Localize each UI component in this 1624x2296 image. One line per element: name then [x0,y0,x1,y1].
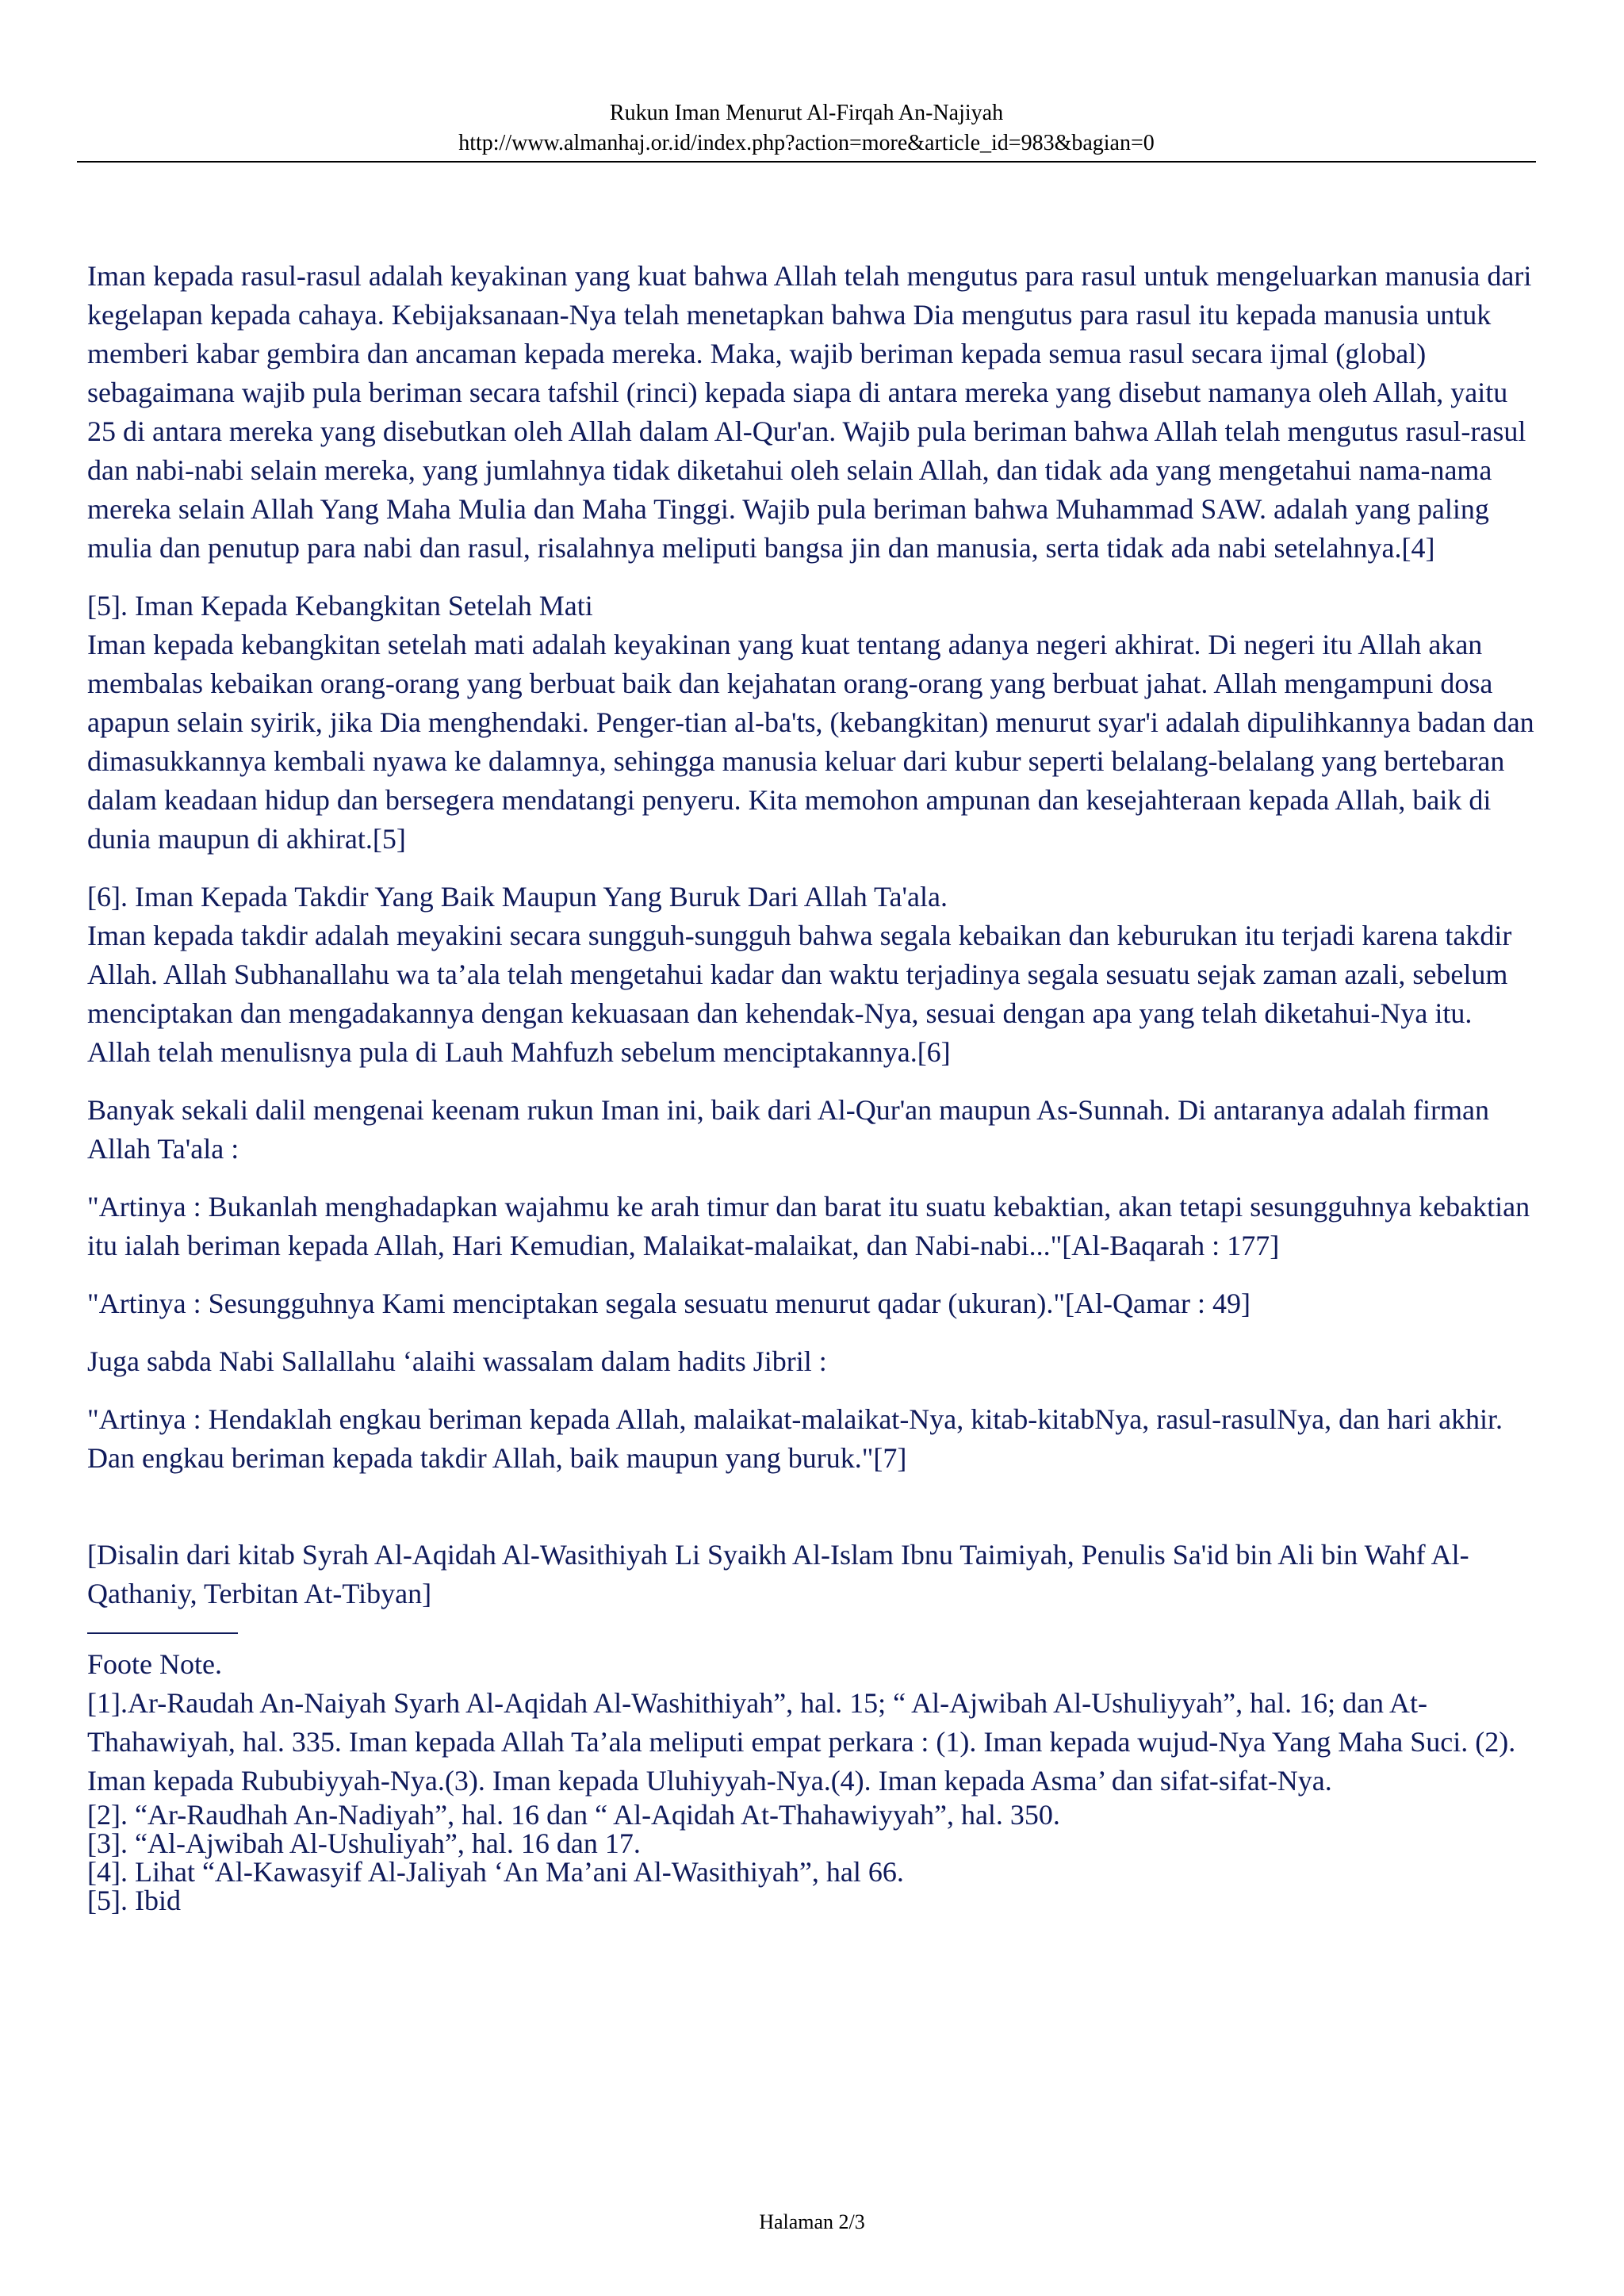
footnote-item-1: [1].Ar-Raudah An-Naiyah Syarh Al-Aqidah Al-Washithiyah”, hal. 15; “ Al-Ajwibah Al-Ushuliyyah”, hal. 16; dan At-Thahawiyah, hal. 335. Iman kepada Allah Ta’ala meliputi empat perkara : (1). Iman kepada wujud-Nya Yang Maha Suci. (2). Iman kepada Rububiyyah-Nya.(3). Iman kepada Uluhiyyah-Nya.(4). Iman kepada Asma’ dan sifat-sifat-Nya. [87,1687,1516,1797]
paragraph-rasul: Iman kepada rasul-rasul adalah keyakinan yang kuat bahwa Allah telah mengutus para rasul untuk mengeluarkan manusia dari kegelapan kepada cahaya. Kebijaksanaan-Nya telah menetapkan bahwa Dia mengutus para rasul itu kepada manusia untuk memberi kabar gembira dan ancaman kepada mereka. Maka, wajib beriman kepada semua rasul secara ijmal (global) sebagaimana wajib pula beriman secara tafshil (rinci) kepada siapa di antara mereka yang disebut namanya oleh Allah, yaitu 25 di antara mereka yang disebutkan oleh Allah dalam Al-Qur'an. Wajib pula beriman bahwa Allah telah mengutus rasul-rasul dan nabi-nabi selain mereka, yang jumlahnya tidak diketahui oleh selain Allah, dan tidak ada yang mengetahui nama-nama mereka selain Allah Yang Maha Mulia dan Maha Tinggi. Wajib pula beriman bahwa Muhammad SAW. adalah yang paling mulia dan penutup para nabi dan rasul, risalahnya meliputi bangsa jin dan manusia, serta tidak ada nabi setelahnya.[4] [87,260,1532,564]
footnote-item-3: [3]. “Al-Ajwibah Al-Ushuliyah”, hal. 16 dan 17. [87,1827,641,1859]
paragraph-takdir: Iman kepada takdir adalah meyakini secara sungguh-sungguh bahwa segala kebaikan dan keburukan itu terjadi karena takdir Allah. Allah Subhanallahu wa ta’ala telah mengetahui kadar dan waktu terjadinya segala sesuatu sejak zaman azali, sebelum menciptakan dan mengadakannya dengan kekuasaan dan kehendak-Nya, sesuai dengan apa yang telah diketahui-Nya itu. Allah telah menulisnya pula di Lauh Mahfuzh sebelum menciptakannya.[6] [87,920,1512,1068]
footnotes [87,1645,1538,1915]
quote-al-qamar: "Artinya : Sesungguhnya Kami menciptakan segala sesuatu menurut qadar (ukuran)."[Al-Qamar : 49] [87,1288,1251,1319]
footnote-item-5: [5]. Ibid [87,1885,181,1916]
page-footer: Halaman 2/3 [759,2210,865,2233]
article-body [87,257,1538,1915]
header-url: http://www.almanhaj.or.id/index.php?action=more&article_id=983&bagian=0 [458,131,1155,155]
paragraph-hadits: Juga sabda Nabi Sallallahu ‘alaihi wassalam dalam hadits Jibril : [87,1345,827,1377]
paragraph-kebangkitan: Iman kepada kebangkitan setelah mati adalah keyakinan yang kuat tentang adanya negeri akhirat. Di negeri itu Allah akan membalas kebaikan orang-orang yang berbuat baik dan kejahatan orang-orang yang berbuat jahat. Allah mengampuni dosa apapun selain syirik, jika Dia menghendaki. Penger-tian al-ba'ts, (kebangkitan) menurut syar'i adalah dipulihkannya badan dan dimasukkannya kembali nyawa ke dalamnya, sehingga manusia keluar dari kubur seperti belalang-belalang yang bertebaran dalam keadaan hidup dan bersegera mendatangi penyeru. Kita memohon ampunan dan kesejahteraan kepada Allah, baik di dunia maupun di akhirat.[5] [87,629,1534,855]
footnote-divider [87,1632,238,1634]
footnote-item-2: [2]. “Ar-Raudhah An-Nadiyah”, hal. 16 dan “ Al-Aqidah At-Thahawiyyah”, hal. 350. [87,1799,1060,1831]
page-header [77,98,1536,159]
section-heading-5: [5]. Iman Kepada Kebangkitan Setelah Mati [87,590,593,622]
quote-al-baqarah: "Artinya : Bukanlah menghadapkan wajahmu ke arah timur dan barat itu suatu kebaktian, akan tetapi sesungguhnya kebaktian itu ialah beriman kepada Allah, Hari Kemudian, Malaikat-malaikat, dan Nabi-nabi..."[Al-Baqarah : 177] [87,1191,1530,1261]
quote-hadits-jibril: "Artinya : Hendaklah engkau beriman kepada Allah, malaikat-malaikat-Nya, kitab-kitabNya, rasul-rasulNya, dan hari akhir. Dan engkau beriman kepada takdir Allah, baik maupun yang buruk."[7] [87,1403,1503,1474]
section-heading-6: [6]. Iman Kepada Takdir Yang Baik Maupun Yang Buruk Dari Allah Ta'ala. [87,881,948,913]
paragraph-dalil: Banyak sekali dalil mengenai keenam rukun Iman ini, baik dari Al-Qur'an maupun As-Sunnah. Di antaranya adalah firman Allah Ta'ala : [87,1094,1489,1165]
header-divider [77,161,1536,163]
footnotes-title: Foote Note. [87,1648,222,1680]
footnote-item-4: [4]. Lihat “Al-Kawasyif Al-Jaliyah ‘An Ma’ani Al-Wasithiyah”, hal 66. [87,1856,904,1888]
header-title: Rukun Iman Menurut Al-Firqah An-Najiyah [609,101,1004,125]
source-citation: [Disalin dari kitab Syrah Al-Aqidah Al-Wasithiyah Li Syaikh Al-Islam Ibnu Taimiyah, Penulis Sa'id bin Ali bin Wahf Al-Qathaniy, Terbitan At-Tibyan] [87,1539,1469,1609]
